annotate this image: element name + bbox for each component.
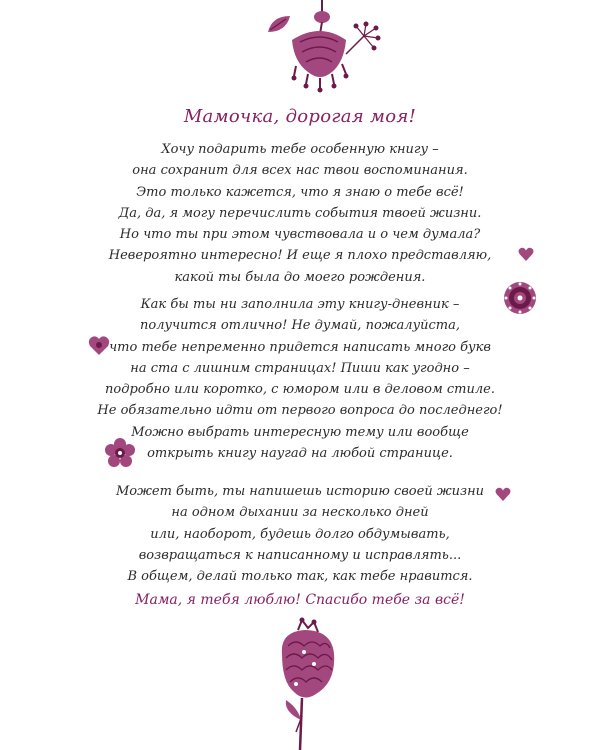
text-line: открыть книгу наугад на любой странице. [147, 446, 453, 462]
text-line: она сохранит для всех нас твои воспоминания. [132, 163, 468, 179]
leaf-icon [266, 14, 292, 36]
text-line: Может быть, ты напишешь историю своей жизни [115, 484, 485, 499]
flower-icon [502, 280, 538, 316]
text-line: какой ты была до моего рождения. [174, 269, 426, 285]
text-line: что тебе непременно придется написать много букв [109, 339, 491, 355]
text-line: Можно выбрать интересную тему или вообще [131, 424, 469, 440]
text-line: на ста с лишним страницах! Пиши как угодно – [130, 360, 470, 376]
text-line: Не обязательно идти от первого вопроса до последнего! [97, 403, 503, 419]
heart-icon [495, 487, 511, 502]
text-line: Как бы ты ни заполнила эту книгу-дневник – [140, 297, 460, 312]
text-line: возвращаться к написанному и исправлять... [138, 547, 462, 563]
closing-line: Мама, я тебя люблю! Спасибо тебе за всё! [135, 592, 465, 608]
text-line: В общем, делай только так, как тебе нравится. [127, 569, 473, 585]
heart-icon [88, 335, 110, 357]
paragraph-1 [0, 139, 600, 288]
text-line: получится отлично! Не думай, пожалуйста, [140, 318, 460, 334]
text-line: Невероятно интересно! И еще я плохо представляю, [108, 248, 492, 264]
text-line: Да, да, я могу перечислить события твоей жизни. [118, 205, 482, 221]
text-line: на одном дыхании за несколько дней [171, 505, 429, 521]
text-line: Хочу подарить тебе особенную книгу – [161, 142, 439, 157]
text-line: подробно или коротко, с юмором или в деловом стиле. [105, 382, 495, 398]
text-line: Это только кажется, что я знаю о тебе всё! [136, 184, 464, 200]
paragraph-2 [0, 294, 600, 464]
text-line: или, наоборот, будешь долго обдумывать, [150, 526, 450, 542]
tulip-flower-icon [274, 620, 344, 750]
dandelion-icon [342, 20, 382, 56]
text-line: Но что ты при этом чувствовала и о чем думала? [119, 227, 481, 243]
heart-icon [518, 247, 534, 262]
flower-icon [105, 438, 135, 468]
page-title: Мамочка, дорогая моя! [183, 106, 417, 127]
